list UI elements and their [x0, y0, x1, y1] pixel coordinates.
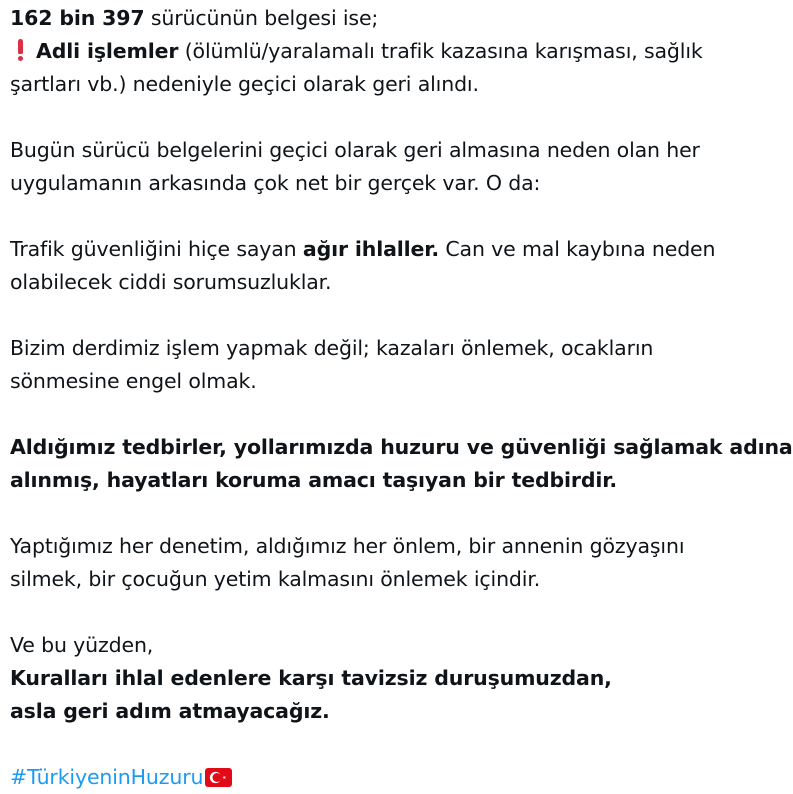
tweet-text [10, 2, 793, 794]
paragraph-violations-line-2: olabilecek ciddi sorumsuzluklar. [10, 270, 332, 294]
paragraph-license-count [10, 2, 780, 35]
paragraph-judicial-line-1 [10, 35, 780, 68]
license-count-text: sürücünün belgesi ise; [144, 6, 379, 30]
paragraph-fact-line-1: Bugün sürücü belgelerini geçici olarak geri almasına neden olan her [10, 138, 700, 162]
paragraph-closing-line-2: Kuralları ihlal edenlere karşı tavizsiz duruşumuzdan, [10, 666, 612, 690]
paragraph-measures-line-2: alınmış, hayatları koruma amacı taşıyan bir tedbirdir. [10, 468, 617, 492]
judicial-text: (ölümlü/yaralamalı trafik kazasına karışması, sağlık [178, 39, 703, 63]
paragraph-closing-line-3: asla geri adım atmayacağız. [10, 699, 330, 723]
paragraph-concern-line-2: sönmesine engel olmak. [10, 369, 257, 393]
heavy-exclamation-mark-icon [18, 39, 23, 61]
judicial-label: Adli işlemler [36, 39, 179, 63]
violations-pre: Trafik güvenliğini hiçe sayan [10, 237, 303, 261]
paragraph-closing-line-1: Ve bu yüzden, [10, 633, 154, 657]
paragraph-inspection-line-1: Yaptığımız her denetim, aldığımız her önlem, bir annenin gözyaşını [10, 534, 685, 558]
hashtag-link[interactable]: #TürkiyeninHuzuru [10, 765, 204, 789]
paragraph-measures-line-1: Aldığımız tedbirler, yollarımızda huzuru ve güvenliği sağlamak adına [10, 435, 793, 459]
paragraph-judicial-line-2: şartları vb.) nedeniyle geçici olarak geri alındı. [10, 72, 479, 96]
paragraph-fact-line-2: uygulamanın arkasında çok net bir gerçek var. O da: [10, 171, 541, 195]
violations-bold: ağır ihlaller. [302, 237, 439, 261]
paragraph-concern-line-1: Bizim derdimiz işlem yapmak değil; kazaları önlemek, ocakların [10, 336, 654, 360]
paragraph-violations-line-1 [10, 233, 780, 266]
violations-post: Can ve mal kaybına neden [439, 237, 716, 261]
license-count: 162 bin 397 [10, 6, 145, 30]
paragraph-inspection-line-2: silmek, bir çocuğun yetim kalmasını önlemek içindir. [10, 567, 541, 591]
